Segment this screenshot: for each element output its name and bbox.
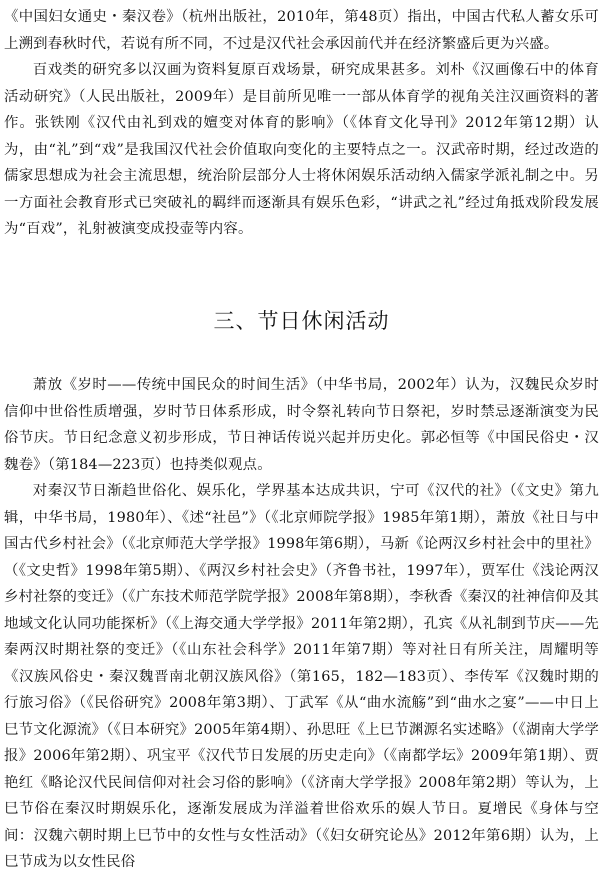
bottom-text-block	[4, 372, 599, 876]
section-heading: 三、节日休闲活动	[213, 309, 390, 333]
paragraph-baixi-research: 百戏类的研究多以汉画为资料复原百戏场景，研究成果甚多。刘朴《汉画像石中的体育活动研究》（人民出版社，2009年）是目前所见唯一一部从体育学的视角关注汉画资料的著作。张铁刚《汉代由礼到戏的嬗变对体育的影响》（《体育文化导刊》2012年第12期）认为，由“礼”到“戏”是我国汉代社会价值取向变化的主要特点之一。汉武帝时期，经过改造的儒家思想成为社会主流思想，统治阶层部分人士将休闲娱乐活动纳入儒家学派礼制之中。另一方面社会教育形式已突破礼的羁绊而逐渐具有娱乐色彩，“讲武之礼”经过角抵戏阶段发展为“百戏”，礼射被演变成投壶等内容。	[4, 62, 599, 237]
paragraph-xiao-fang: 萧放《岁时——传统中国民众的时间生活》（中华书局，2002年）认为，汉魏民众岁时信仰中世俗性质增强，岁时节日体系形成，时令祭礼转向节日祭祀，岁时禁忌逐渐演变为民俗节庆。节日纪念意义初步形成，节日神话传说兴起并历史化。郭必恒等《中国民俗史・汉魏卷》（第184—223页）也持类似观点。	[4, 377, 599, 473]
section-heading-block	[4, 308, 599, 334]
top-text-block	[4, 4, 599, 243]
paragraph-womens-music: 《中国妇女通史・秦汉卷》（杭州出版社，2010年，第48页）指出，中国古代私人蓄女乐可上溯到春秋时代，若说有所不同，不过是汉代社会承因前代并在经济繁盛后更为兴盛。	[4, 9, 599, 52]
paragraph-festival-scholarship: 对秦汉节日渐趋世俗化、娱乐化，学界基本达成共识，宁可《汉代的社》（《文史》第九辑，中华书局，1980年）、《述“社邑”》（《北京师院学报》1985年第1期），萧放《社日与中国古代乡村社会》（《北京师范大学学报》1998年第6期），马新《论两汉乡村社会中的里社》（《文史哲》1998年第5期）、《两汉乡村社会史》（齐鲁书社，1997年），贾军仕《浅论两汉乡村社祭的变迁》（《广东技术师范学院学报》2008年第8期），李秋香《秦汉的社神信仰及其地域文化认同功能探析》（《上海交通大学学报》2011年第2期），孔宾《从礼制到节庆——先秦两汉时期社祭的变迁》（《山东社会科学》2011年第7期）等对社日有所关注，周耀明等《汉族风俗史・秦汉魏晋南北朝汉族风俗》（第165，182—183页）、李传军《汉魏时期的行旅习俗》（《民俗研究》2008年第3期）、丁武军《从“曲水流觞”到“曲水之宴”——中日上巳节文化源流》（《日本研究》2005年第4期）、孙思旺《上巳节渊源名实述略》（《湖南大学学报》2006年第2期）、巩宝平《汉代节日发展的历史走向》（《南都学坛》2009年第1期）、贾艳红《略论汉代民间信仰对社会习俗的影响》（《济南大学学报》2008年第2期）等认为，上巳节俗在秦汉时期娱乐化，逐渐发展成为洋溢着世俗欢乐的娱人节日。夏增民《身体与空间：汉魏六朝时期上巳节中的女性与女性活动》（《妇女研究论丛》2012年第6期）认为，上巳节成为以女性民俗	[4, 483, 599, 870]
